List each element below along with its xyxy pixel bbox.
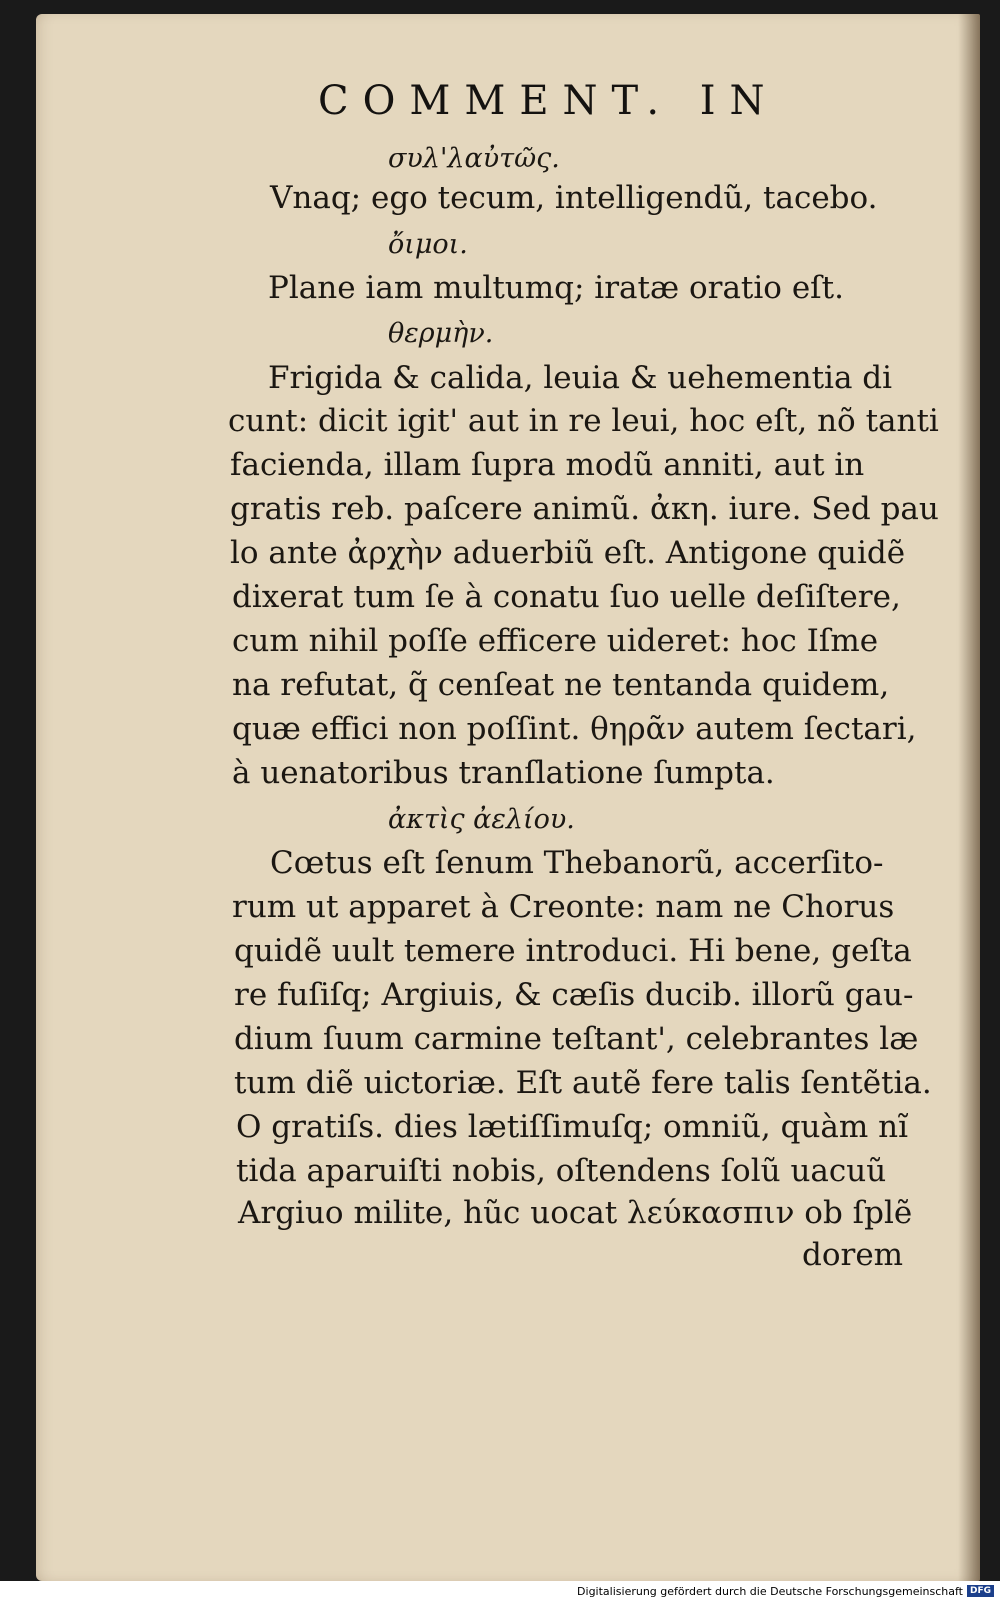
text-line: tum diẽ uictoriæ. Eſt autẽ fere talis ſentẽtia. <box>234 1065 932 1101</box>
book-page <box>36 14 980 1581</box>
text-line: na refutat, q̃ cenſeat ne tentanda quidem, <box>232 667 890 703</box>
text-line: cunt: dicit igit' aut in re leui, hoc eſt, nõ tanti <box>228 403 939 439</box>
lemma-line: συλ'λαὐτῶς. <box>388 143 560 174</box>
text-line: quæ effici non poſſint. θηρᾶν autem ſectari, <box>232 711 917 747</box>
text-line: dium ſuum carmine teſtant', celebrantes læ <box>234 1021 919 1057</box>
text-line: tida aparuiſti nobis, oſtendens ſolũ uacuũ <box>236 1153 887 1189</box>
text-line: Cœtus eſt ſenum Thebanorũ, accerſito- <box>270 845 884 881</box>
text-line: re fuſiſq; Argiuis, & cæſis ducib. illorũ gau- <box>234 977 914 1013</box>
text-line: lo ante ἀρχὴν aduerbiũ eſt. Antigone quidẽ <box>230 535 906 571</box>
text-line: dixerat tum ſe à conatu ſuo uelle deſiſtere, <box>232 579 901 615</box>
lemma-line: ὄιμοι. <box>388 229 468 260</box>
lemma-line: ἀκτὶς ἀελίου. <box>388 804 575 835</box>
text-line: Argiuo milite, hũc uocat λεύκασπιν ob ſplẽ <box>238 1195 913 1231</box>
dfg-logo: DFG <box>967 1585 994 1597</box>
text-line: à uenatoribus tranſlatione ſumpta. <box>232 755 775 791</box>
text-line: facienda, illam ſupra modũ anniti, aut in <box>230 447 865 483</box>
text-line: Vnaq; ego tecum, intelligendũ, tacebo. <box>270 180 878 216</box>
text-line: Frigida & calida, leuia & uehementia di <box>268 360 893 396</box>
text-line: Plane iam multumq; iratæ oratio eſt. <box>268 270 844 306</box>
footer-text: Digitalisierung gefördert durch die Deutsche Forschungsgemeinschaft <box>577 1584 963 1598</box>
running-header: COMMENT. IN <box>318 78 779 124</box>
text-line: quidẽ uult temere introduci. Hi bene, geſta <box>234 933 912 969</box>
lemma-line: θερμὴν. <box>388 318 494 349</box>
text-line: rum ut apparet à Creonte: nam ne Chorus <box>232 889 895 925</box>
catchword: dorem <box>802 1237 904 1273</box>
page-gutter-shadow <box>958 14 980 1581</box>
text-line: gratis reb. paſcere animũ. ἀκη. iure. Sed pau <box>230 491 939 527</box>
text-line: cum nihil poſſe efficere uideret: hoc Iſme <box>232 623 879 659</box>
text-line: O gratiſs. dies lætiſſimuſq; omniũ, quàm nĩ <box>236 1109 909 1145</box>
digitization-footer <box>0 1581 1000 1601</box>
